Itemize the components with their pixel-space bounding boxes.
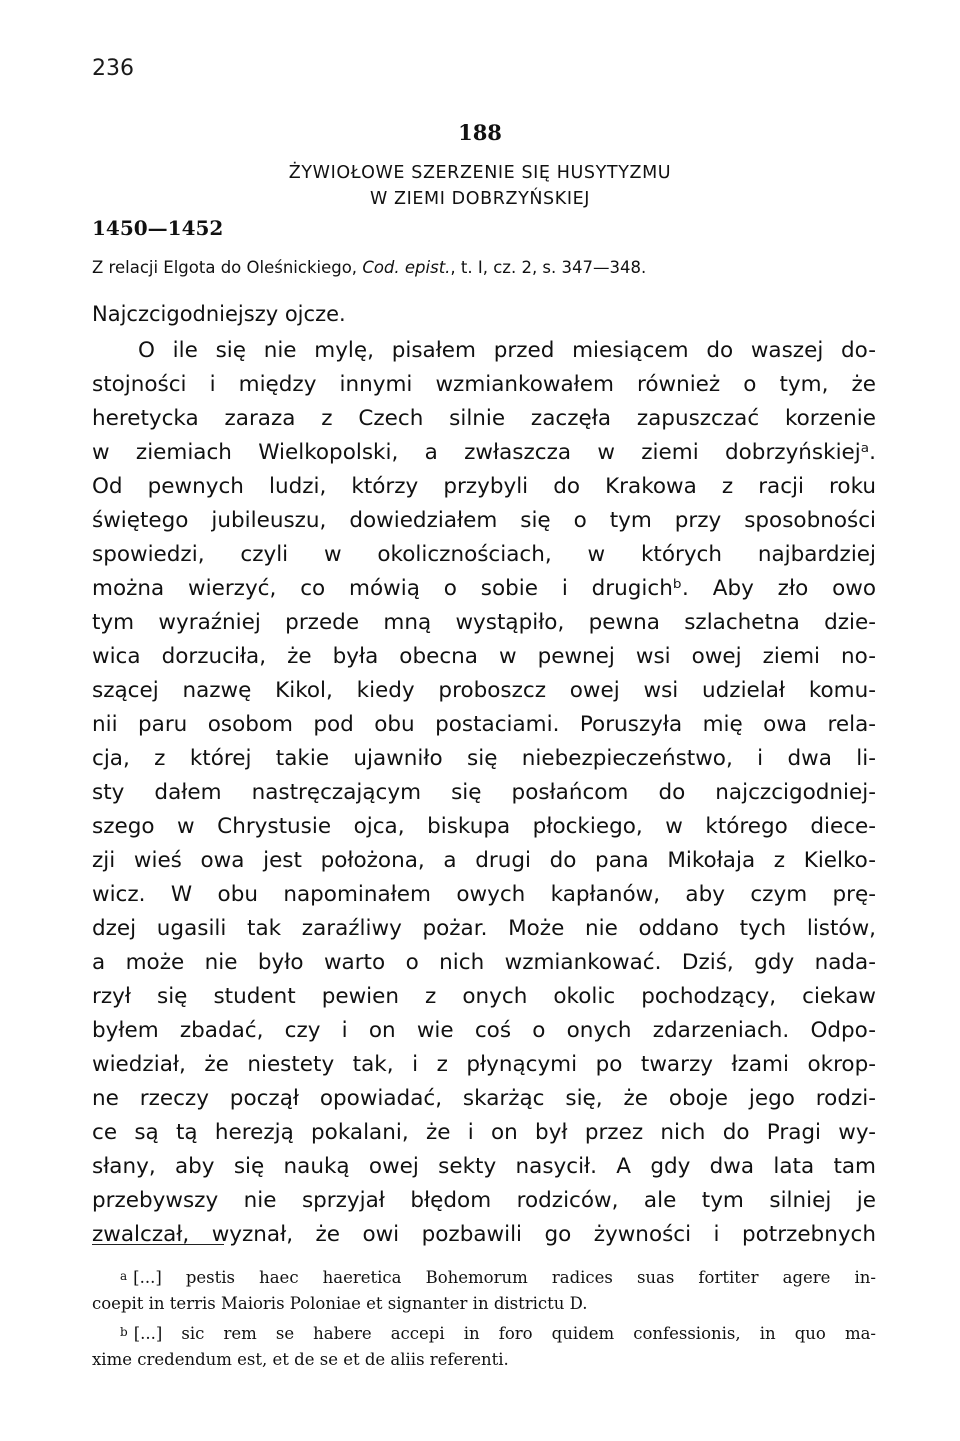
body-line: dzej ugasili tak zaraźliwy pożar. Może nie oddano tych listów, — [92, 916, 876, 941]
salutation: Najczcigodniejszy ojcze. — [92, 302, 346, 326]
body-line: wiedział, że niestety tak, i z płynącymi po twarzy łzami okrop- — [92, 1052, 876, 1077]
body-line: w ziemiach Wielkopolski, a zwłaszcza w ziemi dobrzyńskiejᵃ. — [92, 440, 876, 465]
body-line: przebywszy nie sprzyjał błędom rodziców, ale tym silniej je — [92, 1188, 876, 1213]
body-line: zwalczał, wyznał, że owi pozbawili go żywności i potrzebnych — [92, 1222, 876, 1247]
body-line: zji wieś owa jest położona, a drugi do pana Mikołaja z Kielko- — [92, 848, 876, 873]
body-line: O ile się nie mylę, pisałem przed miesiącem do waszej do- — [138, 338, 876, 363]
body-line: ne rzeczy począł opowiadać, skarżąc się, że oboje jego rodzi- — [92, 1086, 876, 1111]
body-line: ce są tą herezją pokalani, że i on był przez nich do Pragi wy- — [92, 1120, 876, 1145]
body-line: nii paru osobom pod obu postaciami. Poruszyła mię owa rela- — [92, 712, 876, 737]
footnote-mark: b — [120, 1325, 128, 1339]
footnote-line — [92, 1346, 876, 1374]
body-line: byłem zbadać, czy i on wie coś o onych zdarzeniach. Odpo- — [92, 1018, 876, 1043]
footnote-mark: a — [120, 1269, 128, 1283]
body-text — [92, 334, 876, 1252]
footnote-line — [92, 1262, 876, 1290]
body-line: można wierzyć, co mówią o sobie i drugichᵇ. Aby zło owo — [92, 576, 876, 601]
document-title-line-2: W ZIEMI DOBRZYŃSKIEJ — [369, 189, 591, 209]
body-line: cja, z której takie ujawniło się niebezpieczeństwo, i dwa li- — [92, 746, 876, 771]
body-line: a może nie było warto o nich wzmiankować. Dziś, gdy nada- — [92, 950, 876, 975]
document-title — [0, 160, 960, 212]
source-title: Cod. epist. — [362, 258, 451, 277]
body-line: tym wyraźniej przede mną wystąpiło, pewna szlachetna dzie- — [92, 610, 876, 635]
footnote-rule — [92, 1244, 224, 1245]
footnote-text: coepit in terris Maioris Poloniae et signanter in districtu D. — [92, 1294, 588, 1313]
footnote-text: [...] sic rem se habere accepi in foro quidem confessionis, in quo ma- — [133, 1324, 876, 1343]
footnote-text: xime credendum est, et de se et de aliis referenti. — [92, 1350, 509, 1369]
page-number: 236 — [92, 56, 134, 81]
footnote-text: [...] pestis haec haeretica Bohemorum radices suas fortiter agere in- — [133, 1268, 876, 1287]
body-line: heretycka zaraza z Czech silnie zaczęła zapuszczać korzenie — [92, 406, 876, 431]
body-line: słany, aby się nauką owej sekty nasycił. A gdy dwa lata tam — [92, 1154, 876, 1179]
footnote-line — [92, 1290, 876, 1318]
document-title-line-1: ŻYWIOŁOWE SZERZENIE SIĘ HUSYTYZMU — [288, 163, 672, 183]
body-line: rzył się student pewien z onych okolic pochodzący, ciekaw — [92, 984, 876, 1009]
body-line: szego w Chrystusie ojca, biskupa płockiego, w którego diece- — [92, 814, 876, 839]
source-suffix: , t. I, cz. 2, s. 347—348. — [450, 258, 647, 277]
footnotes — [92, 1262, 876, 1374]
body-line: wicz. W obu napominałem owych kapłanów, aby czym prę- — [92, 882, 876, 907]
body-line: świętego jubileuszu, dowiedziałem się o tym przy sposobności — [92, 508, 876, 533]
footnote-line — [92, 1318, 876, 1346]
document-date: 1450—1452 — [92, 216, 224, 240]
body-line: wica dorzuciła, że była obecna w pewnej wsi owej ziemi no- — [92, 644, 876, 669]
source-prefix: Z relacji Elgota do Oleśnickiego, — [92, 258, 363, 277]
document-number: 188 — [458, 120, 502, 145]
body-line: szącej nazwę Kikol, kiedy proboszcz owej wsi udzielał komu- — [92, 678, 876, 703]
body-line: stojności i między innymi wzmiankowałem również o tym, że — [92, 372, 876, 397]
body-line: Od pewnych ludzi, którzy przybyli do Krakowa z racji roku — [92, 474, 876, 499]
body-line: sty dałem nastręczającym się posłańcom do najczcigodniej- — [92, 780, 876, 805]
body-line: spowiedzi, czyli w okolicznościach, w których najbardziej — [92, 542, 876, 567]
source-citation — [92, 258, 646, 277]
